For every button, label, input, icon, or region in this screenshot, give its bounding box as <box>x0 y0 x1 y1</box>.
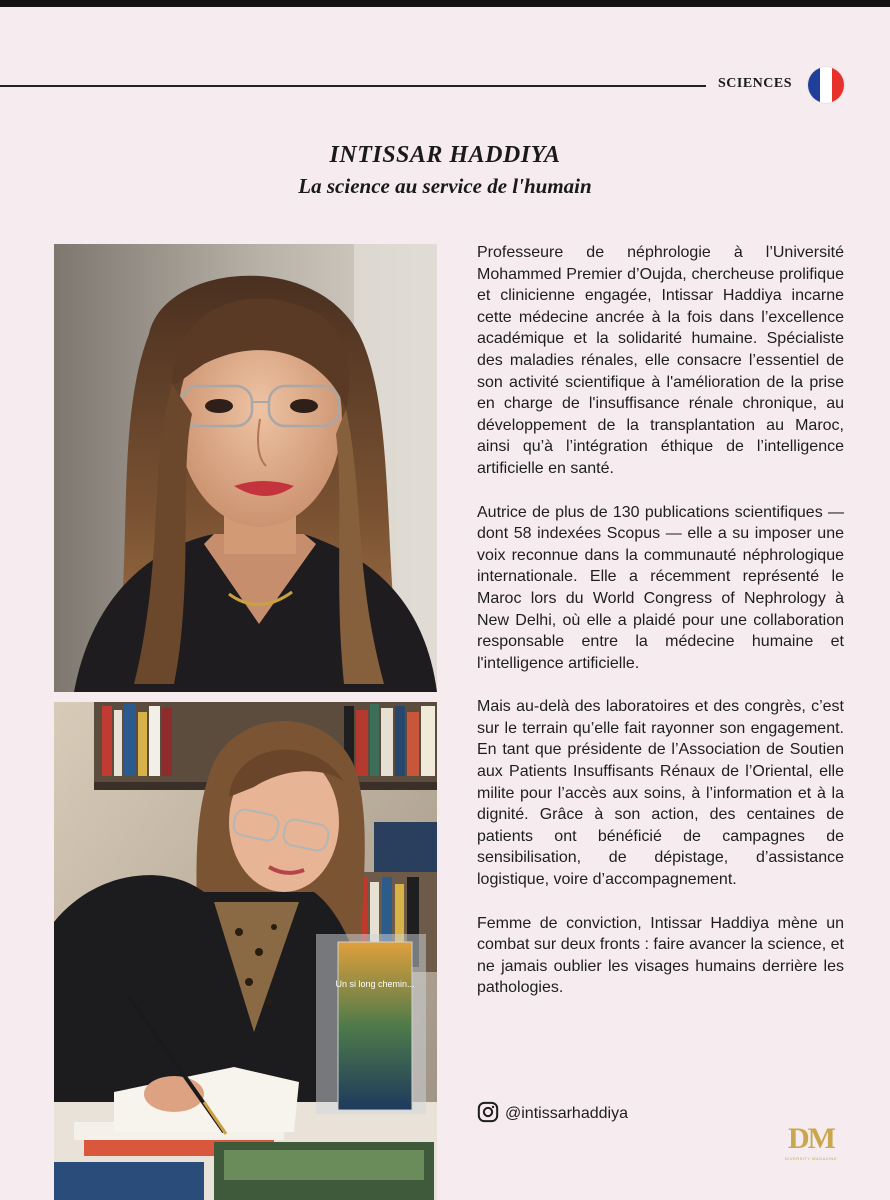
portrait-photo <box>54 244 437 692</box>
book-signing-photo <box>54 702 437 1200</box>
magazine-logo: DM <box>788 1122 834 1155</box>
article-body <box>477 242 844 1021</box>
magazine-logo-tagline: DIVERSITY MAGAZINE <box>784 1156 838 1161</box>
flag-stripe-white <box>820 67 832 103</box>
article-subtitle: La science au service de l'humain <box>298 174 592 198</box>
article-paragraph: Mais au-delà des laboratoires et des congrès, c’est sur le terrain qu’elle fait rayonner son engagement. En tant que présidente de l’Association de Soutien aux Patients Insuffisants Rénaux de l’Oriental, elle milite pour l’accès aux soins, à l’information et à la dignité. Grâce à son action, des centaines de patients ont bénéficié de campagnes de sensibilisation, de dépistage, d’assistance logistique, voire d’accompagnement. <box>477 698 844 889</box>
article-paragraph: Autrice de plus de 130 publications scientifiques — dont 58 indexées Scopus — elle a su imposer une voix reconnue dans la communauté néphrologique internationale. Elle a récemment représenté le Maroc lors du World Congress of Nephrology à New Delhi, où elle a plaidé pour une collaboration responsable entre la médecine humaine et l'intelligence artificielle. <box>477 503 844 672</box>
instagram-handle: @intissarhaddiya <box>505 1105 628 1122</box>
article-title: INTISSAR HADDIYA <box>329 142 561 168</box>
header-rule <box>0 85 706 87</box>
french-flag-icon <box>808 67 844 103</box>
instagram-icon <box>477 1101 499 1128</box>
flag-stripe-blue <box>808 67 820 103</box>
top-border <box>0 0 890 7</box>
article-paragraph: Professeure de néphrologie à l’Université Mohammed Premier d’Oujda, chercheuse prolifique et clinicienne engagée, Intissar Haddiya incarne cette médecine ancrée à la fois dans l’excellence académique et la solidarité humaine. Spécialiste des maladies rénales, elle consacre l’essentiel de son activité scientifique à l'amélioration de la prise en charge de l'insuffisance rénale chronique, au développement de la transplantation au Maroc, ainsi qu’à l’intégration éthique de l’intelligence artificielle en santé. <box>477 244 844 477</box>
section-label: SCIENCES <box>718 76 793 91</box>
book-cover-title: Un si long chemin... <box>335 979 415 989</box>
article-paragraph: Femme de conviction, Intissar Haddiya mène un combat sur deux fronts : faire avancer la science, et ne jamais oublier les visages humains derrière les pathologies. <box>477 914 844 997</box>
instagram-link[interactable] <box>477 1102 628 1126</box>
flag-stripe-red <box>832 67 844 103</box>
